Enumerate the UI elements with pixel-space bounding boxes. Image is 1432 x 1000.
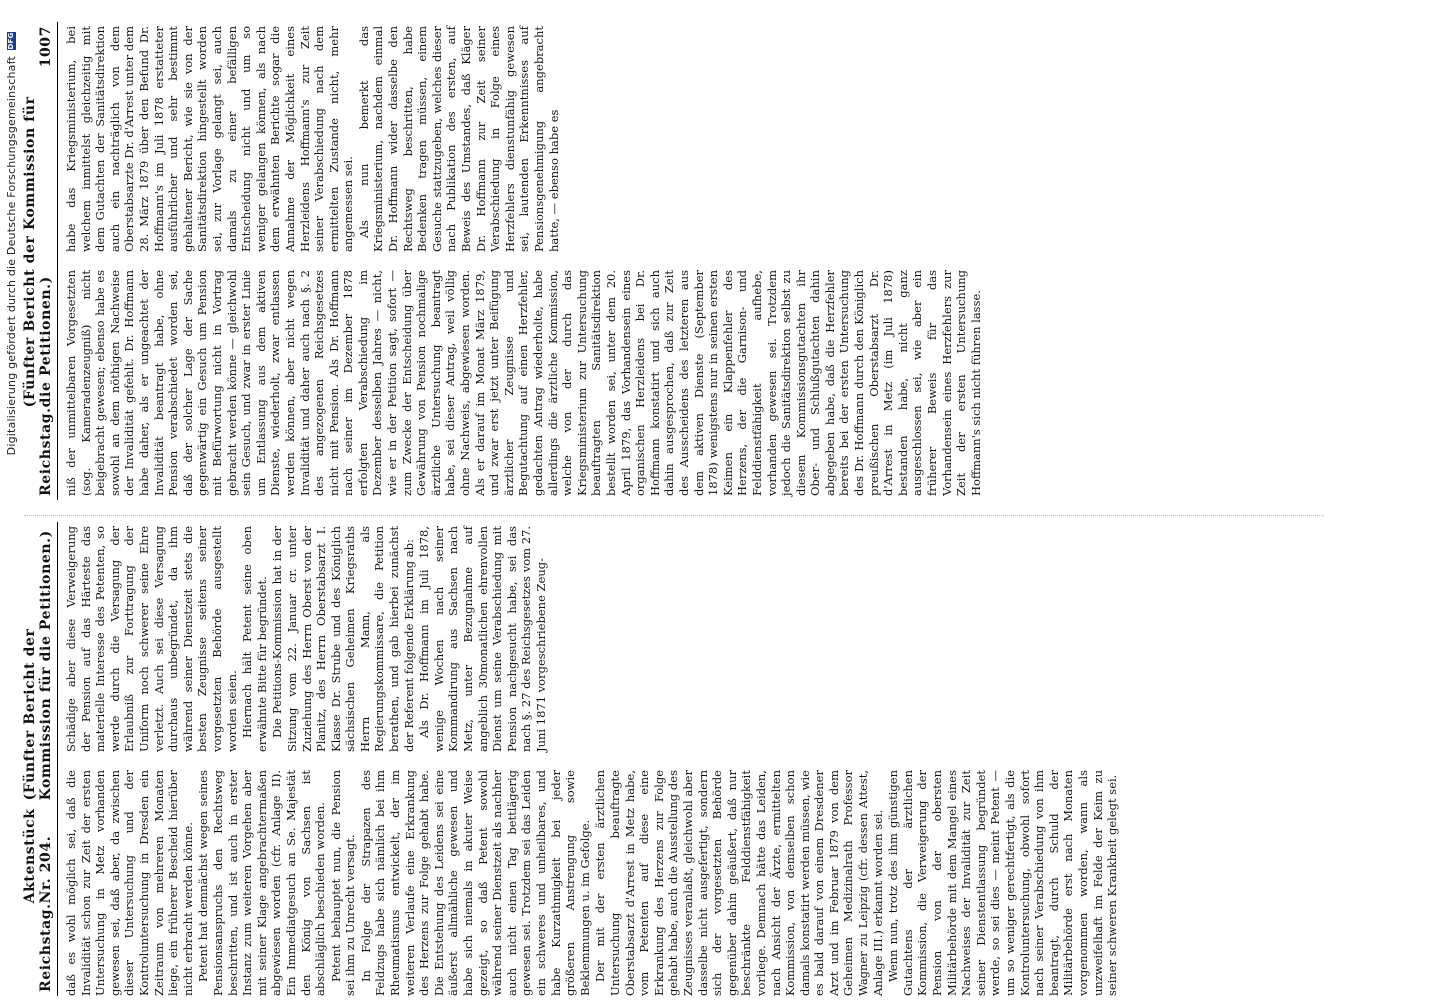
page-number: 1007 xyxy=(38,26,54,68)
right-column-2 xyxy=(64,26,984,252)
left-header-right: (Fünfter Bericht der Kommission für die Petitionen.) xyxy=(22,530,54,801)
page-gutter xyxy=(24,505,1324,516)
paragraph: Als Dr. Hoffmann im Juli 1878, wenige Wochen nach seiner Kommandirung aus Sachsen nach Metz, unter Bezugnahme auf angeblich 30monatlichen ehrenvollen Dienst um seine Verabschiedung mit Pension nachgesucht habe, sei das nach §. 27 des Reichsgesetzes vom 27. Juni 1871 vorgeschriebene Zeug- xyxy=(417,526,548,752)
paragraph: In Folge der Strapazen des Feldzugs habe sich nämlich bei ihm Rheumatismus entwickelt, der im weiteren Verlaufe eine Erkrankung des Herzens zur Folge gehabt habe. Die Entstehung des Leidens sei eine äußerst allmähliche gewesen und habe sich niemals in akuter Weise gezeigt, so daß Petent sowohl während seiner Dienstzeit als nachher auch nicht einen Tag bettlägerig gewesen sei. Trotzdem sei das Leiden ein schweres und unheilbares, und habe Kurzathmigkeit bei jeder größeren Anstrengung sowie Beklemmungen u. im Gefolge. xyxy=(358,770,592,996)
right-header-center: (Fünfter Bericht der Kommission für die Petitionen.) xyxy=(22,96,54,408)
paragraph: Als nun bemerkt das Kriegsministerium, nachdem einmal Dr. Hoffmann wider dasselbe den Rechtsweg beschritten, habe Bedenken tragen müssen, einem Gesuche stattzugeben, welches dieser nach Publikation des ersten, auf Beweis des Umstandes, daß Kläger Dr. Hoffmann zur Zeit seiner Verabschiedung in Folge eines Herzfehlers dienstunfähig gewesen sei, lautenden Erkenntnisses auf Pensionsgenehmigung angebracht hatte, — ebenso habe es xyxy=(356,26,561,252)
dfg-logo: DFG xyxy=(6,32,15,50)
paragraph: habe das Kriegsministerium, bei welchem inmittelst gleichzeitig mit dem Gutachten der Sanitätsdirektion auch ein nachträglich von dem Oberstabsarzte Dr. d'Arrest unter dem 28. März 1879 über den Befund Dr. Hoffmann's im Juli 1878 erstatteter ausführlicher und sehr bestimmt gehaltener Bericht, wie sie von der Sanitätsdirektion hingestellt worden sei, zur Vorlage gelangt sei, auch damals zu einer befälligen Entscheidung nicht und um so weniger gelangen können, als nach dem erwähnten Berichte sogar die Annahme der Möglichkeit eines Herzleidens Hoffmann's zur Zeit seiner Verabschiedung nach dem ermittelten Zustande nicht, mehr angemessen sei. xyxy=(64,26,356,252)
right-running-head xyxy=(24,22,58,500)
paragraph: Hiernach hält Petent seine oben erwähnte Bitte für begründet. xyxy=(240,526,269,752)
right-page xyxy=(24,22,1324,500)
paragraph: Der mit der ersten ärztlichen Untersuchung beauftragte Oberstabsarzt d'Arrest in Metz habe, vom Petenten auf diese eine Erkrankung des Herzens zur Folge gehabt habe, auch die Ausstellung des Zeugnisses veranlaßt, gleichwohl aber dasselbe nicht ausgefertigt, sondern sich der vorgesetzten Behörde gegenüber dahin geäußert, daß nur beschränkte Felddienstfähigkeit vorliege. Demnach hätte das Leiden, nach Ansicht der Ärzte, ermittelten Kommission, von demselben schon damals konstatirt werden müssen, wie es bald darauf von einem Dresdener Arzt und im Februar 1879 von dem Geheimen Medizinalrath Professor Wagner zu Leipzig (cfr. dessen Attest, Anlage III.) erkannt worden sei. xyxy=(593,770,885,996)
paragraph: niß der unmittelbaren Vorgesetzten (sog. Kameradenzeugniß) nicht beigebracht gewesen; ebenso habe es sowohl an dem nöthigen Nachweise der Invalidität gefehlt. Dr. Hoffmann habe daher, als er ungeachtet der Invalidität beantragt habe, ohne Pension verabschiedet worden sei, daß der solcher Lage der Sache gegenwärtig ein Gesuch um Pension mit Befürwortung nicht in Vortrag gebracht werden könne — gleichwohl sein Gesuch, und zwar in erster Linie um Entlassung aus dem aktiven Dienste, wiederholt, zwar entlassen werden können, aber nicht wegen Invalidität und daher auch nach §. 2 des angezogenen Reichsgesetzes nicht mit Pension. Als Dr. Hoffmann nach seiner im Dezember 1878 erfolgten Verabschiedung im Dezember desselben Jahres — nicht, wie er in der Petition sagt, sofort — zum Zwecke der Entscheidung über Gewährung von Pension nochmalige ärztliche Untersuchung beantragt habe, sei dieser Antrag, weil völlig ohne Nachweis, abgewiesen worden. Als er darauf im Monat März 1879, und zwar erst jetzt unter Beifügung ärztlicher Zeugnisse und Begutachtung auf einen Herzfehler, gedachten Antrag wiederholte, habe allerdings die ärztliche Kommission, welche von der durch das Kriegsministerium zur Untersuchung beauftragten Sanitätsdirektion bestellt worden sei, unter dem 20. April 1879, das Vorhandensein eines organischen Herzleidens bei Dr. Hoffmann konstatirt und sich auch dahin ausgesprochen, daß zur Zeit des Ausscheidens des letzteren aus dem aktiven Dienste (September 1878) wenigstens nur in seinen ersten Keimen ein Klappenfehler des Herzens, der die Garnison- und Felddienstfähigkeit aufhebe, vorhanden gewesen sei. Trotzdem jedoch die Sanitätsdirektion selbst zu diesem Kommissionsgutachten ihr Ober- und Schlußgutachten dahin abgegeben habe, daß die Herzfehler bereits bei der ersten Untersuchung des Dr. Hoffmann durch den Königlich preußischen Oberstabsarzt Dr. d'Arrest in Metz (im Juli 1878) bestanden habe, nicht ganz ausgeschlossen sei, wie aber ein früherer Beweis für das Vorhandensein eines Herzfehlers zur Zeit der ersten Untersuchung Hoffmann's sich nicht führen lasse. xyxy=(64,270,983,496)
left-header-left: Reichstag. xyxy=(38,903,54,992)
paragraph: Petent hat demnächst wegen seines Pensionsanspruchs den Rechtsweg beschritten, und ist auch in erster Instanz zum weiteren Vorgehen aber mit seiner Klage angebrachtermaßen abgewiesen worden (cfr. Anlage II). Ein Immediatgesuch an Se. Majestät den König von Sachsen ist abschläglich beschieden worden. xyxy=(196,770,328,996)
left-page xyxy=(24,522,1324,1000)
paragraph: Wenn nun, trotz des ihm günstigen Gutachtens der ärztlichen Kommission, die Verweigerung der Pension von der obersten Militärbehörde mit dem Mangel eines Nachweises der Invalidität zur Zeit seiner Dienstentlassung begründet werde, so sei dies — meint Petent — um so weniger gerechtfertigt, als die Kontroluntersuchung, obwohl sofort nach seiner Verabschiedung von ihm beantragt, durch Schuld der Militärbehörde erst nach Monaten vorgenommen worden, wann als unzweifelhaft im Felde der Keim zu seiner schweren Krankheit gelegt sei. xyxy=(886,770,1120,996)
digitization-note: Digitalisierung gefördert durch die Deutsche Forschungsgemeinschaft xyxy=(4,56,18,456)
paragraph: Petent behauptet nun, die Pension sei ihm zu Unrecht versagt. xyxy=(328,770,358,996)
right-column-1 xyxy=(64,270,984,496)
paragraph: daß es wohl möglich sei, daß die Invalidität schon zur Zeit der ersten Untersuchung in Metz vorhanden gewesen sei, daß aber, da zwischen dieser Untersuchung und der Kontroluntersuchung in Dresden ein Zeitraum von mehreren Monaten liege, ein früherer Bescheid hierüber nicht erbracht werden könne. xyxy=(64,770,195,996)
right-header-left: Reichstag. xyxy=(38,407,54,496)
paragraph: Schädige aber diese Verweigerung der Pension auf das Härteste das materielle Interesse des Petenten, so werde durch die Versagung der Erlaubniß zur Forttragung der Uniform noch schwerer seine Ehre verletzt. Auch sei diese Versagung durchaus unbegründet, da ihm während seiner Dienstzeit stets die besten Zeugnisse seitens seiner vorgesetzten Behörde ausgestellt worden seien. xyxy=(64,526,239,752)
left-running-head xyxy=(24,522,58,996)
left-column-2 xyxy=(64,526,1121,752)
paragraph: Die Petitions-Kommission hat in der Sitzung vom 22. Januar cr. unter Zuziehung des Herrn Oberst von der Planitz, des Herrn Oberstabsarzt I. Klasse Dr. Strube und des Königlich sächsischen Geheimen Kriegsraths Herrn Mann, als Regierungskommissare, die Petition berathen, und gab hierbei zunächst der Referent folgende Erklärung ab: xyxy=(270,526,416,752)
left-header-center: Aktenstück Nr. 204. xyxy=(22,808,54,904)
left-column-1 xyxy=(64,770,1121,996)
digitization-footer xyxy=(0,32,22,992)
